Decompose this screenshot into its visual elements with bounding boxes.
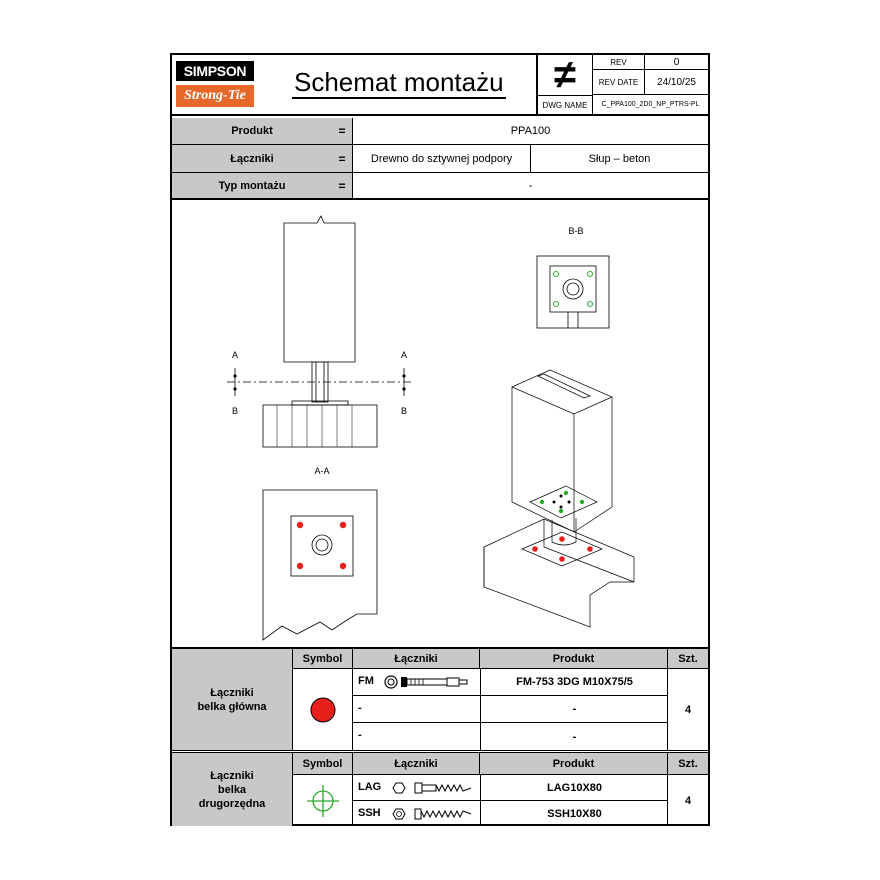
spec-produkt-label: Produkt — [172, 118, 332, 145]
simpson-logo — [176, 61, 254, 109]
rev-label: REV — [592, 55, 644, 70]
table2-header-laczniki: Łączniki — [352, 753, 479, 775]
table1-row-code: FM — [358, 675, 374, 687]
logo-line-simpson: SIMPSON — [176, 61, 254, 81]
dwg-name-label: DWG NAME — [536, 95, 592, 114]
cut-label-b-right: B — [400, 406, 408, 416]
table2-header-szt: Szt. — [667, 753, 708, 775]
not-equal-icon: ≠ — [536, 55, 592, 95]
table1-qty: 4 — [667, 669, 708, 750]
table2-group-label-l3: drugorzędna — [198, 797, 266, 810]
fasteners-table-secondary — [172, 750, 708, 826]
table2-row-product: LAG10X80 — [480, 775, 668, 800]
rev-date-label: REV DATE — [592, 70, 644, 95]
spec-typ-eq: = — [332, 173, 352, 200]
dwg-name-value: C_PPA100_2D0_NP_PTRS-PL — [592, 95, 708, 114]
table2-group-label — [172, 753, 292, 826]
table2-header-symbol: Symbol — [292, 753, 352, 775]
table2-row — [352, 775, 667, 801]
table1-row — [352, 669, 667, 696]
section-aa-outline — [263, 490, 377, 640]
iso-post — [512, 370, 612, 414]
table2-header-produkt: Produkt — [479, 753, 667, 775]
table1-row-code: - — [358, 702, 362, 714]
table1-header-produkt: Produkt — [479, 649, 667, 669]
rev-value: 0 — [644, 55, 708, 70]
cut-label-a-left: A — [231, 350, 239, 360]
spec-typ-label: Typ montażu — [172, 173, 332, 200]
section-bb-post — [537, 256, 609, 328]
table2-symbol-cell — [292, 775, 352, 826]
spec-laczniki-eq: = — [332, 145, 352, 173]
table1-header-laczniki: Łączniki — [352, 649, 479, 669]
table2-group-label-l1: Łączniki — [210, 769, 254, 782]
table1-row-product: - — [480, 696, 668, 722]
table1-symbol-cell — [292, 669, 352, 750]
table2-row — [352, 801, 667, 826]
table1-group-label-l1: Łączniki — [210, 686, 254, 699]
anchor-bolt-icon — [383, 673, 475, 691]
table2-group-label-l2: belka — [217, 783, 247, 796]
spec-laczniki-value-1: Drewno do sztywnej podpory — [352, 145, 530, 173]
table1-row-product: FM-753 3DG M10X75/5 — [480, 669, 668, 695]
table1-group-label — [172, 649, 292, 750]
ssh-screw-icon — [389, 805, 477, 823]
table1-row — [352, 723, 667, 750]
green-crosshair-icon — [303, 781, 343, 821]
spec-laczniki-value-2: Słup – beton — [530, 145, 708, 173]
red-dot-icon — [308, 695, 338, 725]
fasteners-table-main — [172, 647, 708, 750]
cut-label-a-right: A — [400, 350, 408, 360]
rev-date-value: 24/10/25 — [644, 70, 708, 95]
page-title: Schemat montażu — [294, 67, 504, 97]
drawing-sheet — [170, 53, 710, 826]
post-elevation — [284, 216, 355, 362]
cut-label-b-left: B — [231, 406, 239, 416]
logo-line-strongtie: Strong-Tie — [176, 85, 254, 107]
table2-qty: 4 — [667, 775, 708, 826]
table2-row-code: SSH — [358, 807, 381, 819]
section-aa-label: A-A — [314, 466, 330, 476]
table1-header-szt: Szt. — [667, 649, 708, 669]
table1-header-symbol: Symbol — [292, 649, 352, 669]
spec-produkt-eq: = — [332, 118, 352, 145]
table2-row-code: LAG — [358, 781, 382, 793]
section-bb-label: B-B — [568, 226, 584, 236]
spec-typ-value: - — [352, 173, 708, 200]
table1-row — [352, 696, 667, 723]
table2-row-product: SSH10X80 — [480, 801, 668, 826]
lag-screw-icon — [389, 779, 477, 797]
spec-laczniki-label: Łączniki — [172, 145, 332, 173]
table1-row-code: - — [358, 729, 362, 741]
footing-elevation — [263, 405, 377, 447]
spec-produkt-value: PPA100 — [352, 118, 708, 145]
header — [172, 55, 708, 116]
table1-group-label-l2: belka główna — [197, 700, 267, 713]
assembly-drawing — [172, 202, 708, 647]
table1-row-product: - — [480, 723, 668, 750]
